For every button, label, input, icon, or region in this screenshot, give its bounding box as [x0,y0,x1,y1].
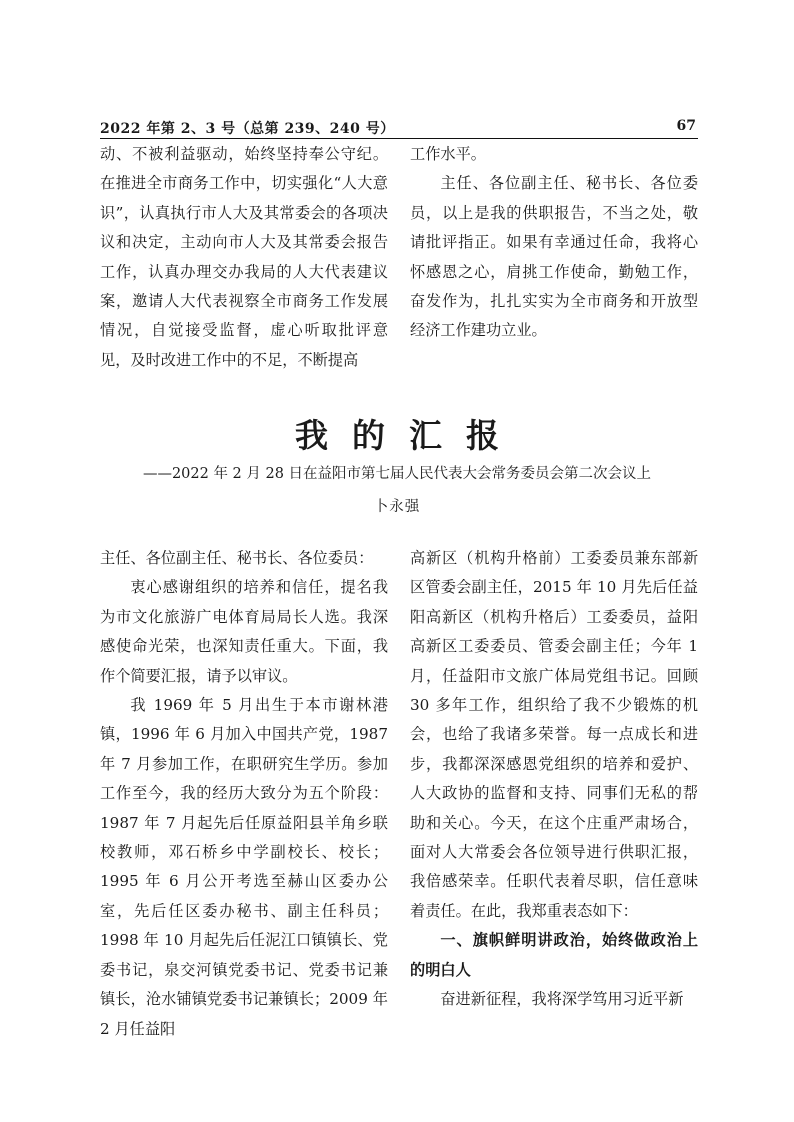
previous-article-right-column [410,140,698,346]
article-left-column [100,544,388,1044]
article-paragraph: 衷心感谢组织的培养和信任，提名我为市文化旅游广电体育局局长人选。我深感使命光荣，也深知责任重大。下面，我作个简要汇报，请予以审议。 [100,578,388,685]
issue-label: 2022 年第 2、3 号（总第 239、240 号） [100,121,395,137]
section-heading: 一、旗帜鲜明讲政治，始终做政治上的明白人 [410,931,698,979]
previous-article-left-column [100,140,388,375]
article-author: 卜永强 [373,499,421,515]
previous-article-paragraph: 动、不被利益驱动，始终坚持奉公守纪。在推进全市商务工作中，切实强化“人大意识”，认真执行市人大及其常委会的各项决议和决定，主动向市人大及其常委会报告工作，认真办理交办我局的人大代表建议案，邀请人大代表视察全市商务工作发展情况，自觉接受监督，虚心听取批评意见，及时改进工作中的不足，不断提高 [100,145,388,369]
article-paragraph: 奋进新征程，我将深学笃用习近平新 [440,990,684,1009]
article-paragraph: 高新区（机构升格前）工委委员兼东部新区管委会副主任，2015 年 10 月先后任益阳高新区（机构升格后）工委委员，益阳高新区工委委员、管委会副主任；今年 1 月，任益阳市文旅广体局党组书记。回顾 30 多年工作，组织给了我不少锻炼的机会，也给了我诸多荣誉。每一点成长和进步，我都深深感恩党组织的培养和爱护、人大政协的监督和支持、同事们无私的帮助和关心。今天，在这个庄重严肃场合，面对人大常委会各位领导进行供职汇报，我倍感荣幸。任职代表着尽职，信任意味着责任。在此，我郑重表态如下： [410,549,698,920]
article-subtitle: ——2022 年 2 月 28 日在益阳市第七届人民代表大会常务委员会第二次会议上 [142,466,652,482]
page-header [100,118,698,139]
previous-article-paragraph-end: 工作水平。 [410,145,486,163]
salutation: 主任、各位副主任、秘书长、各位委员： [100,549,374,567]
page-number: 67 [676,118,696,134]
previous-article-closing-paragraph: 主任、各位副主任、秘书长、各位委员，以上是我的供职报告，不当之处，敬请批评指正。如果有幸通过任命，我将心怀感恩之心，肩挑工作使命，勤勉工作，奋发作为，扎扎实实为全市商务和开放型经济工作建功立业。 [410,174,698,340]
article-paragraph: 我 1969 年 5 月出生于本市谢林港镇，1996 年 6 月加入中国共产党，1987 年 7 月参加工作，在职研究生学历。参加工作至今，我的经历大致分为五个阶段：1987 年 7 月起先后任原益阳县羊角乡联校教师，邓石桥乡中学副校长、校长；1995 年 6 月公开考选至赫山区委办公室，先后任区委办秘书、副主任科员；1998 年 10 月起先后任泥江口镇镇长、党委书记，泉交河镇党委书记、党委书记兼镇长，沧水铺镇党委书记兼镇长；2009 年 2 月任益阳 [100,696,388,1038]
article-right-column [410,544,698,1015]
article-title: 我的汇报 [295,416,523,455]
